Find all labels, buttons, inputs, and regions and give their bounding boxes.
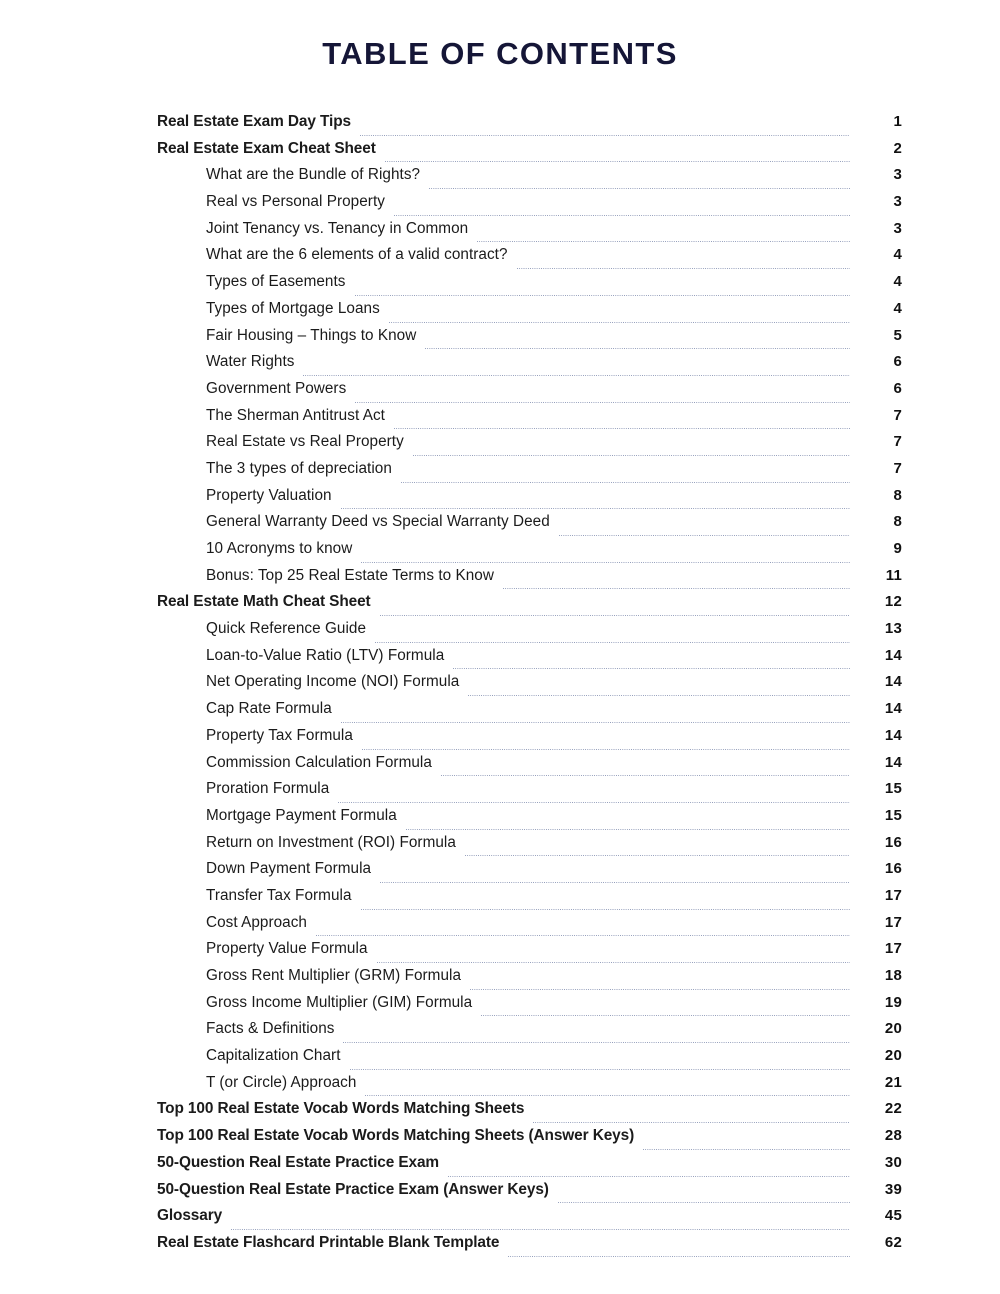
- toc-entry[interactable]: [157, 914, 902, 941]
- toc-entry[interactable]: [157, 1207, 902, 1234]
- toc-entry-page-number: 14: [884, 673, 902, 691]
- toc-entry[interactable]: [157, 807, 902, 834]
- toc-dot-leader: [365, 1095, 850, 1096]
- toc-entry[interactable]: [157, 1100, 902, 1127]
- toc-entry[interactable]: [157, 1181, 902, 1208]
- toc-entry-label: What are the Bundle of Rights?: [206, 166, 421, 184]
- toc-entry[interactable]: [157, 353, 902, 380]
- toc-entry-label: 50-Question Real Estate Practice Exam (Answer Keys): [157, 1180, 549, 1198]
- toc-entry[interactable]: [157, 220, 902, 247]
- table-of-contents-list: [157, 113, 902, 1261]
- toc-entry-page-number: 7: [893, 459, 902, 477]
- toc-entry[interactable]: [157, 380, 902, 407]
- toc-dot-leader: [394, 428, 850, 429]
- toc-dot-leader: [341, 508, 850, 509]
- toc-dot-leader: [643, 1149, 850, 1150]
- toc-entry-label: Property Value Formula: [206, 940, 368, 958]
- toc-entry[interactable]: [157, 487, 902, 514]
- toc-entry-label: The Sherman Antitrust Act: [206, 406, 385, 424]
- toc-entry[interactable]: [157, 193, 902, 220]
- toc-entry-page-number: 6: [893, 353, 902, 371]
- toc-entry-label: What are the 6 elements of a valid contract?: [206, 246, 508, 264]
- toc-entry[interactable]: [157, 113, 902, 140]
- toc-entry-label: Top 100 Real Estate Vocab Words Matching Sheets: [157, 1100, 525, 1118]
- toc-entry-label: Real Estate vs Real Property: [206, 433, 404, 451]
- toc-entry-label: Water Rights: [206, 353, 295, 371]
- toc-entry[interactable]: [157, 327, 902, 354]
- toc-dot-leader: [350, 1069, 851, 1070]
- toc-entry-label: Types of Easements: [206, 273, 346, 291]
- toc-entry[interactable]: [157, 647, 902, 674]
- toc-dot-leader: [517, 268, 851, 269]
- toc-entry-label: Real Estate Exam Cheat Sheet: [157, 139, 376, 157]
- toc-entry-label: Glossary: [157, 1207, 223, 1225]
- toc-dot-leader: [503, 588, 850, 589]
- toc-entry-page-number: 28: [884, 1127, 902, 1145]
- toc-entry-page-number: 18: [884, 967, 902, 984]
- toc-entry[interactable]: [157, 967, 902, 994]
- toc-entry-page-number: 17: [884, 886, 902, 904]
- toc-dot-leader: [413, 455, 850, 456]
- toc-dot-leader: [303, 375, 850, 376]
- toc-entry[interactable]: [157, 1020, 902, 1047]
- toc-entry-label: Cost Approach: [206, 913, 307, 931]
- toc-entry-page-number: 21: [884, 1073, 902, 1091]
- toc-entry-page-number: 20: [884, 1047, 902, 1065]
- toc-entry-page-number: 2: [893, 139, 902, 157]
- toc-entry-page-number: 5: [893, 326, 902, 344]
- toc-dot-leader: [343, 1042, 850, 1043]
- toc-entry-page-number: 8: [893, 513, 902, 531]
- toc-entry-page-number: 6: [893, 379, 902, 397]
- toc-entry-page-number: 8: [893, 486, 902, 504]
- toc-dot-leader: [425, 348, 850, 349]
- toc-entry-label: Government Powers: [206, 379, 347, 397]
- toc-entry-page-number: 14: [884, 700, 902, 718]
- toc-entry-label: Cap Rate Formula: [206, 700, 332, 718]
- toc-entry-page-number: 22: [884, 1100, 902, 1118]
- toc-entry-page-number: 15: [884, 806, 902, 824]
- toc-dot-leader: [385, 161, 850, 162]
- toc-entry-page-number: 19: [884, 993, 902, 1011]
- toc-entry[interactable]: [157, 1074, 902, 1101]
- toc-entry-page-number: 1: [893, 113, 902, 130]
- toc-entry[interactable]: [157, 1047, 902, 1074]
- toc-entry-page-number: 14: [884, 753, 902, 771]
- toc-entry[interactable]: [157, 407, 902, 434]
- toc-entry-label: Capitalization Chart: [206, 1047, 341, 1065]
- toc-entry[interactable]: [157, 166, 902, 193]
- toc-entry-page-number: 7: [893, 433, 902, 451]
- toc-entry-label: Joint Tenancy vs. Tenancy in Common: [206, 219, 469, 237]
- toc-entry-page-number: 3: [893, 193, 902, 211]
- toc-entry[interactable]: [157, 1234, 902, 1261]
- toc-entry[interactable]: [157, 246, 902, 273]
- toc-entry-label: Return on Investment (ROI) Formula: [206, 833, 456, 851]
- toc-dot-leader: [355, 295, 851, 296]
- toc-entry-label: 50-Question Real Estate Practice Exam: [157, 1153, 440, 1171]
- toc-dot-leader: [441, 775, 850, 776]
- toc-dot-leader: [362, 749, 850, 750]
- toc-entry-label: 10 Acronyms to know: [206, 540, 353, 557]
- toc-entry-label: Gross Rent Multiplier (GRM) Formula: [206, 967, 462, 984]
- toc-entry[interactable]: [157, 433, 902, 460]
- toc-dot-leader: [533, 1122, 850, 1123]
- toc-entry[interactable]: [157, 860, 902, 887]
- toc-entry[interactable]: [157, 567, 902, 594]
- toc-dot-leader: [361, 909, 850, 910]
- toc-entry-label: Real Estate Flashcard Printable Blank Template: [157, 1233, 500, 1251]
- toc-entry-label: Commission Calculation Formula: [206, 753, 432, 771]
- toc-entry-label: Types of Mortgage Loans: [206, 299, 380, 317]
- toc-entry[interactable]: [157, 273, 902, 300]
- toc-entry-label: Real Estate Math Cheat Sheet: [157, 593, 371, 611]
- toc-entry-page-number: 62: [884, 1233, 902, 1251]
- toc-entry[interactable]: [157, 1127, 902, 1154]
- toc-dot-leader: [377, 962, 850, 963]
- toc-dot-leader: [470, 989, 850, 990]
- toc-entry-page-number: 3: [893, 166, 902, 184]
- toc-entry[interactable]: [157, 754, 902, 781]
- toc-dot-leader: [361, 562, 850, 563]
- toc-entry-label: Net Operating Income (NOI) Formula: [206, 673, 460, 691]
- toc-entry-page-number: 17: [884, 913, 902, 931]
- toc-entry-label: Top 100 Real Estate Vocab Words Matching Sheets (Answer Keys): [157, 1127, 635, 1145]
- toc-entry-page-number: 3: [893, 219, 902, 237]
- toc-dot-leader: [355, 402, 850, 403]
- toc-dot-leader: [380, 882, 850, 883]
- toc-entry-page-number: 4: [893, 299, 902, 317]
- toc-entry[interactable]: [157, 994, 902, 1021]
- toc-entry[interactable]: [157, 673, 902, 700]
- toc-dot-leader: [401, 482, 850, 483]
- toc-entry-page-number: 9: [893, 540, 902, 557]
- toc-entry-label: Down Payment Formula: [206, 860, 372, 878]
- toc-entry[interactable]: [157, 513, 902, 540]
- toc-entry[interactable]: [157, 834, 902, 861]
- toc-entry[interactable]: [157, 540, 902, 567]
- toc-dot-leader: [394, 215, 850, 216]
- toc-entry-label: The 3 types of depreciation: [206, 459, 392, 477]
- toc-entry-label: T (or Circle) Approach: [206, 1073, 357, 1091]
- toc-entry-page-number: 16: [884, 833, 902, 851]
- toc-entry[interactable]: [157, 460, 902, 487]
- toc-dot-leader: [231, 1229, 850, 1230]
- toc-dot-leader: [341, 722, 850, 723]
- toc-entry-label: Property Tax Formula: [206, 726, 353, 744]
- toc-entry-label: Loan-to-Value Ratio (LTV) Formula: [206, 646, 445, 664]
- toc-dot-leader: [380, 615, 850, 616]
- toc-entry-page-number: 7: [893, 406, 902, 424]
- toc-entry-label: Real vs Personal Property: [206, 193, 385, 211]
- toc-dot-leader: [429, 188, 850, 189]
- toc-entry-label: Proration Formula: [206, 780, 330, 798]
- toc-dot-leader: [453, 668, 850, 669]
- toc-dot-leader: [468, 695, 850, 696]
- toc-entry-page-number: 4: [893, 246, 902, 264]
- toc-entry-label: Transfer Tax Formula: [206, 886, 352, 904]
- toc-entry-label: Real Estate Exam Day Tips: [157, 113, 351, 130]
- page-title: TABLE OF CONTENTS: [322, 36, 678, 71]
- toc-entry-page-number: 45: [884, 1207, 902, 1225]
- toc-entry-page-number: 15: [884, 780, 902, 798]
- toc-entry-label: Gross Income Multiplier (GIM) Formula: [206, 993, 473, 1011]
- toc-dot-leader: [477, 241, 850, 242]
- toc-entry-page-number: 39: [884, 1180, 902, 1198]
- toc-entry-page-number: 14: [884, 726, 902, 744]
- toc-entry[interactable]: [157, 940, 902, 967]
- toc-entry[interactable]: [157, 593, 902, 620]
- toc-dot-leader: [481, 1015, 850, 1016]
- toc-entry[interactable]: [157, 700, 902, 727]
- toc-entry-label: Fair Housing – Things to Know: [206, 326, 417, 344]
- toc-dot-leader: [316, 935, 850, 936]
- toc-entry-page-number: 4: [893, 273, 902, 291]
- toc-entry-label: Quick Reference Guide: [206, 620, 367, 638]
- toc-dot-leader: [406, 829, 850, 830]
- toc-entry[interactable]: [157, 620, 902, 647]
- toc-entry-page-number: 17: [884, 940, 902, 958]
- toc-entry-label: Mortgage Payment Formula: [206, 806, 397, 824]
- toc-entry-page-number: 12: [884, 593, 902, 611]
- toc-entry[interactable]: [157, 780, 902, 807]
- toc-dot-leader: [375, 642, 850, 643]
- toc-entry-page-number: 11: [885, 566, 902, 584]
- toc-entry-page-number: 13: [884, 620, 902, 638]
- toc-entry[interactable]: [157, 727, 902, 754]
- toc-dot-leader: [465, 855, 850, 856]
- toc-entry-label: Facts & Definitions: [206, 1020, 335, 1038]
- toc-entry[interactable]: [157, 140, 902, 167]
- toc-entry-page-number: 30: [884, 1153, 902, 1171]
- toc-entry-page-number: 14: [884, 646, 902, 664]
- toc-entry[interactable]: [157, 887, 902, 914]
- toc-entry-label: General Warranty Deed vs Special Warranty Deed: [206, 513, 550, 531]
- toc-entry[interactable]: [157, 1154, 902, 1181]
- toc-dot-leader: [448, 1176, 850, 1177]
- toc-entry-label: Bonus: Top 25 Real Estate Terms to Know: [206, 566, 494, 584]
- toc-entry-page-number: 20: [884, 1020, 902, 1038]
- toc-entry-label: Property Valuation: [206, 486, 332, 504]
- toc-dot-leader: [559, 535, 850, 536]
- toc-entry[interactable]: [157, 300, 902, 327]
- toc-dot-leader: [508, 1256, 850, 1257]
- toc-dot-leader: [338, 802, 850, 803]
- toc-entry-page-number: 16: [884, 860, 902, 878]
- toc-dot-leader: [360, 135, 850, 136]
- toc-dot-leader: [389, 322, 850, 323]
- toc-dot-leader: [558, 1202, 850, 1203]
